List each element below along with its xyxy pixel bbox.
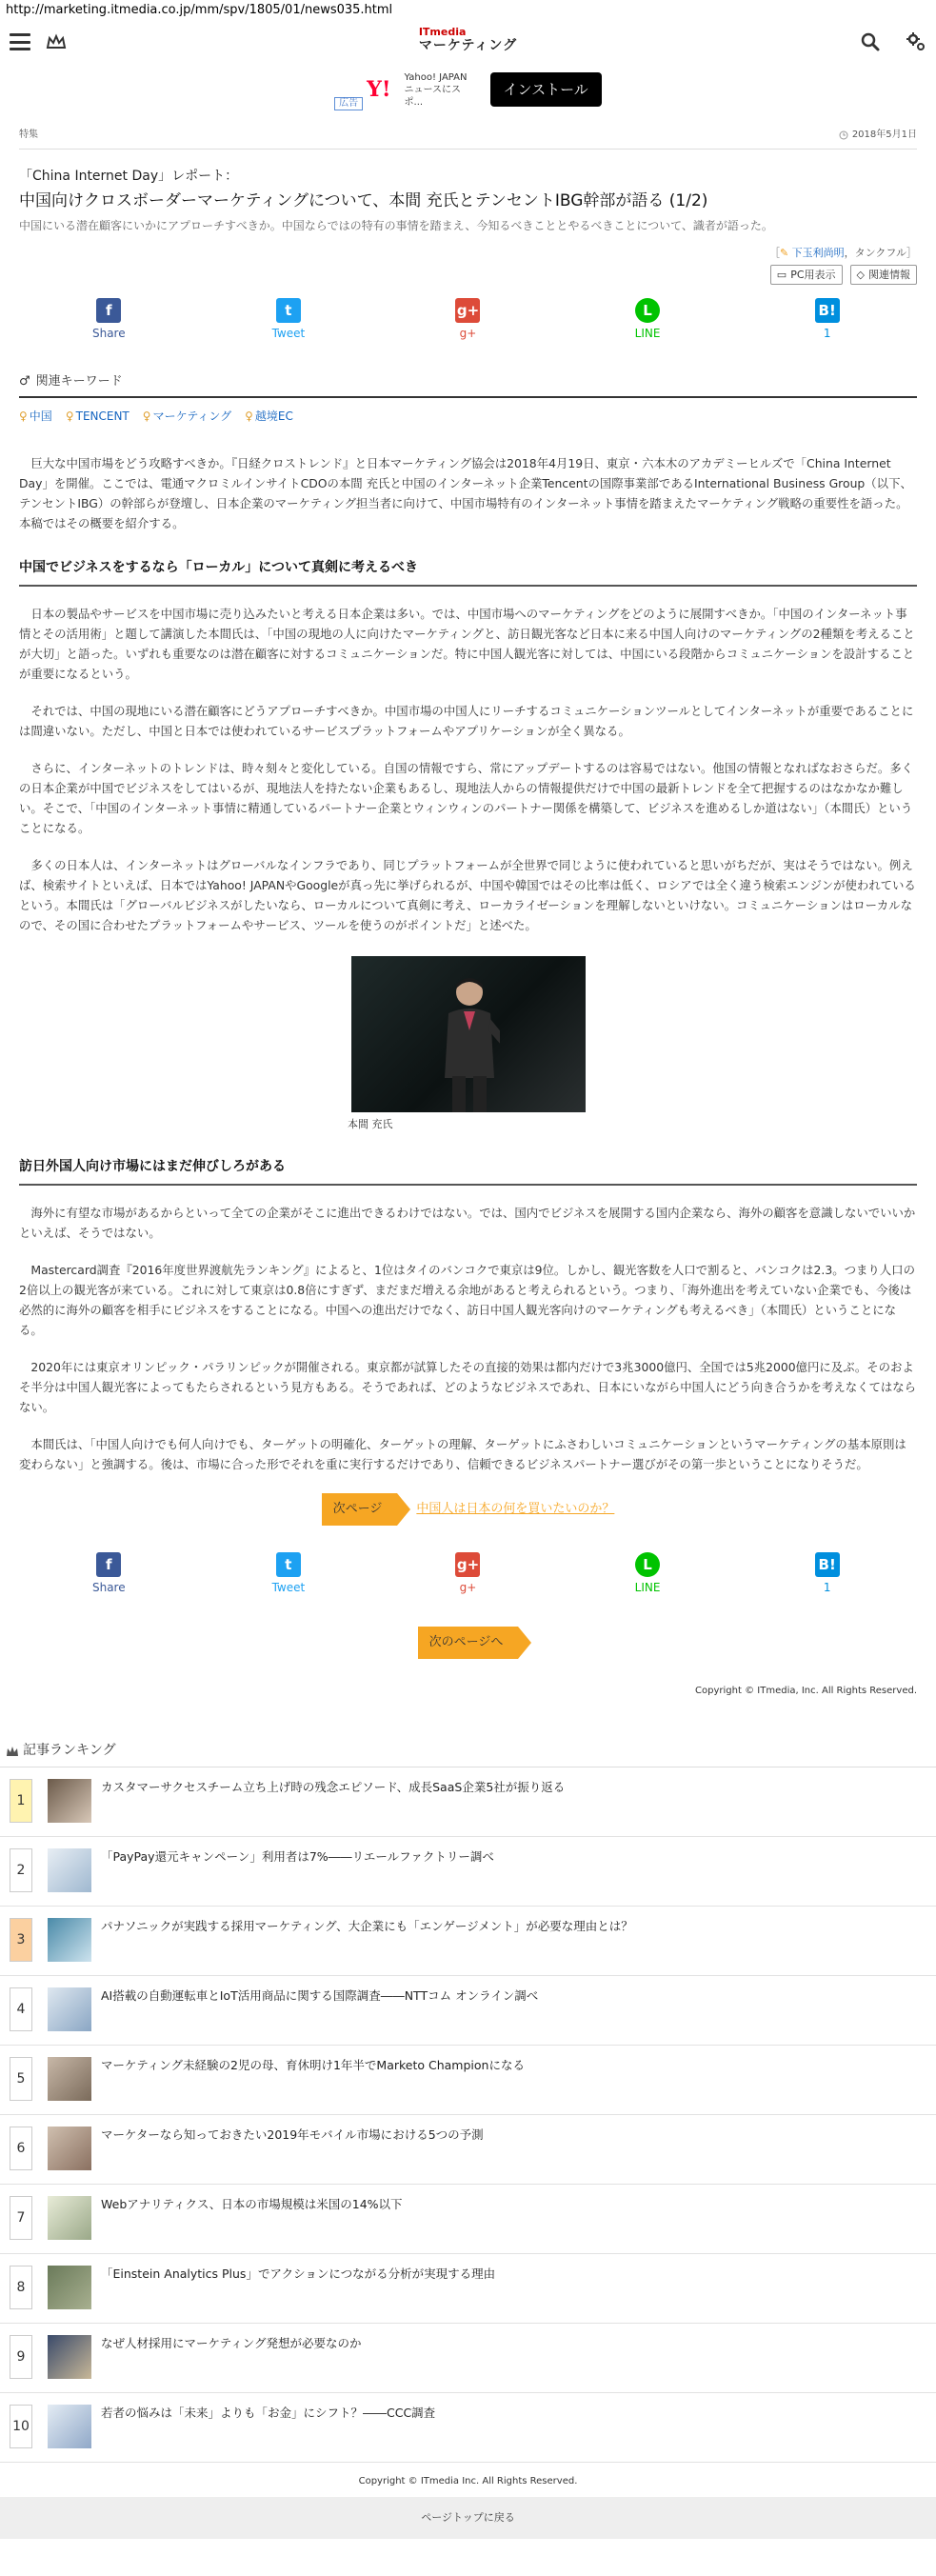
share-bar-bottom (19, 1552, 917, 1597)
pc-view-button[interactable] (770, 265, 843, 285)
rank-number: 10 (10, 2405, 32, 2448)
line-icon: L (635, 298, 660, 323)
rank-number: 6 (10, 2127, 32, 2170)
category-label: 特集 (19, 130, 38, 140)
related-info-button[interactable] (850, 265, 917, 285)
pin-icon: ♀ (65, 409, 74, 423)
crown-icon[interactable] (46, 33, 67, 50)
paragraph: 日本の製品やサービスを中国市場に売り込みたいと考える日本企業は多い。では、中国市場へのマーケティングをどのように展開すべきか。「中国のインターネット事情とその活用術」と題して講演した本間氏は、「中国の現地の人に向けたマーケティングと、訪日観光客など日本に来る中国人向けのマーケティングの2種類を考えることが大切」と語った。いずれも重要なのは潜在顧客に対するコミュニケーションだ。特に中国人観光客に対しては、中国にいる段階からコミュニケーションを設計することが重要になるという。 (19, 606, 915, 681)
share-label: LINE (634, 326, 661, 340)
article-thumbnail[interactable] (48, 2405, 91, 2448)
section-heading: 訪日外国人向け市場にはまだ伸びしろがある (19, 1157, 917, 1186)
ranking-item[interactable] (0, 2046, 936, 2115)
rank-number: 4 (10, 1987, 32, 2031)
share-twitter-button[interactable] (250, 1552, 327, 1597)
pin-icon: ♀ (19, 409, 28, 423)
facebook-icon: f (96, 298, 121, 323)
article-meta (19, 128, 917, 150)
rank-number: 3 (10, 1918, 32, 1962)
ranking-item-title[interactable]: なぜ人材採用にマーケティング発想が必要なのか (101, 2336, 362, 2351)
share-label: 1 (823, 1580, 831, 1594)
keyword-header (19, 372, 917, 397)
search-icon[interactable] (860, 31, 881, 52)
share-facebook-button[interactable] (70, 298, 147, 343)
article-thumbnail[interactable] (48, 2335, 91, 2379)
share-label: 1 (823, 326, 831, 340)
share-label: Share (91, 1580, 126, 1594)
article-thumbnail[interactable] (48, 1987, 91, 2031)
logo-itmedia: ITmedia (418, 26, 467, 38)
logo-marketing: マーケティング (418, 38, 518, 53)
share-google-plus-button[interactable] (429, 1552, 506, 1597)
article-lead: 中国にいる潜在顧客にいかにアプローチすべきか。中国ならではの特有の事情を踏まえ、今知るべきこととやるべきことについて、識者が語った。 (19, 219, 773, 233)
speaker-figure (439, 973, 500, 1112)
keyword-label: 中国 (29, 409, 52, 423)
line-icon: L (635, 1552, 660, 1577)
pin-icon: ♀ (245, 409, 253, 423)
article-thumbnail[interactable] (48, 1779, 91, 1823)
next-page-title-link[interactable]: 中国人は日本の何を買いたいのか？ (416, 1501, 615, 1516)
ranking-item-title[interactable]: パナソニックが実践する採用マーケティング、大企業にも「エンゲージメント」が必要な理由とは？ (101, 1919, 633, 1934)
key-icon: ♂ (19, 374, 30, 389)
google-plus-icon: g+ (455, 298, 480, 323)
article-thumbnail[interactable] (48, 2266, 91, 2309)
menu-icon[interactable] (10, 33, 30, 50)
twitter-icon: t (276, 1552, 301, 1577)
date-text: 2018年5月1日 (851, 130, 917, 140)
paragraph: 2020年には東京オリンピック・パラリンピックが開催される。東京都が試算したその直接的効果は都内だけで3兆3000億円、全国では5兆2000億円に及ぶ。そのおよそ半分は中国人観光客によってもたらされるという見方もある。そうであれば、どのようなビジネスであれ、日本にいながら中国人にどう向き合うかを考えなくてはならない。 (19, 1359, 917, 1414)
footer-copyright: Copyright © ITmedia Inc. All Rights Reserved. (358, 2476, 578, 2487)
paragraph: さらに、インターネットのトレンドは、時々刻々と変化している。自国の情報ですら、常にアップデートするのは容易ではない。他国の情報となればなおさらだ。多くの日本企業が中国でビジネスをしてはいるが、現地法人を持たない企業もあるし、現地法人からの情報提供だけで中国の最新トレンドを全て把握するのはなかなか難しい。そこで、「中国のインターネット事情に精通しているパートナー企業とウィンウィンのパートナー関係を構築して、ビジネスを進めるしか道はない」（本間氏）ということになる。 (19, 760, 914, 835)
keyword-link[interactable] (143, 408, 231, 426)
author-prefix: ［ (768, 246, 780, 259)
article-photo (19, 956, 917, 1132)
pen-icon: ✎ (779, 246, 789, 259)
share-label: g+ (459, 1580, 477, 1594)
article-tools (19, 265, 917, 285)
share-hatena-button[interactable] (789, 1552, 866, 1597)
article-thumbnail[interactable] (48, 1848, 91, 1892)
hatena-icon: B! (815, 1552, 840, 1577)
share-label: g+ (459, 326, 477, 340)
ranking-item[interactable] (0, 2254, 936, 2324)
gear-icon[interactable] (906, 31, 926, 52)
ranking-item[interactable] (0, 1907, 936, 1976)
author-line (19, 245, 917, 261)
article (0, 167, 936, 1660)
ranking-item-title[interactable]: カスタマーサクセスチーム立ち上げ時の残念エピソード、成長SaaS企業5社が振り返る (101, 1780, 566, 1795)
yahoo-logo: Y! (367, 77, 391, 102)
pager-bottom (19, 1627, 917, 1659)
ranking-item-title[interactable]: マーケティング未経験の2児の母、育休明け1年半でMarketo Championになる (101, 2058, 525, 2073)
rank-number: 1 (10, 1779, 32, 1823)
clock-icon (839, 130, 848, 140)
paragraph: 多くの日本人は、インターネットはグローバルなインフラであり、同じプラットフォームが全世界で同じように使われていると思いがちだが、実はそうではない。例えば、検索サイトといえば、日本ではYahoo! JAPANやGoogleが真っ先に挙げられるが、中国や韓国ではその比率は低く、ロシアでは全く違う検索エンジンが使われているという。本間氏は「グローバルビジネスがしたいなら、ローカルについて真剣に考え、ローカライゼーションを理解しないといけない。コミュニケーションはローカルなので、その国に合わせたプラットフォームやサービス、ツールを使うのがポイントだ」と述べた。 (19, 857, 916, 932)
next-page-button[interactable]: 次ページ (322, 1493, 398, 1526)
pc-view-label: PC用表示 (790, 268, 836, 281)
hatena-icon: B! (815, 298, 840, 323)
article-thumbnail[interactable] (48, 1918, 91, 1962)
ranking-item[interactable] (0, 1976, 936, 2046)
keyword-link[interactable] (245, 408, 293, 426)
ranking-item[interactable] (0, 2185, 936, 2254)
share-line-button[interactable] (609, 298, 686, 343)
article-copyright: Copyright © ITmedia, Inc. All Rights Reserved. (695, 1686, 917, 1697)
ranking-item-title[interactable]: 若者の悩みは「未来」よりも「お金」にシフト？――CCC調査 (101, 2406, 436, 2421)
ranking-title: 記事ランキング (23, 1742, 116, 1758)
speaker-photo (351, 956, 586, 1112)
ranking-item[interactable] (0, 1767, 936, 1837)
ranking-item[interactable] (0, 2324, 936, 2393)
keyword-link[interactable] (19, 408, 52, 426)
next-page-arrow-button[interactable]: 次のページへ (418, 1627, 519, 1659)
photo-caption: 本間 充氏 (348, 1117, 393, 1130)
author-link[interactable]: 下玉利尚明 (791, 246, 845, 259)
share-label: Tweet (271, 1580, 306, 1594)
article-kicker: 「China Internet Day」レポート： (19, 168, 239, 184)
ranking-item-title[interactable]: マーケターなら知っておきたい2019年モバイル市場における5つの予測 (101, 2127, 484, 2143)
google-plus-icon: g+ (455, 1552, 480, 1577)
share-label: LINE (634, 1580, 661, 1594)
ranking-item[interactable] (0, 2115, 936, 2185)
pager (19, 1493, 917, 1526)
crown-icon (6, 1746, 19, 1757)
rank-number: 2 (10, 1848, 32, 1892)
ranking-item[interactable] (0, 1837, 936, 1907)
article-thumbnail[interactable] (48, 2057, 91, 2101)
rank-number: 9 (10, 2335, 32, 2379)
ranking-item[interactable] (0, 2393, 936, 2463)
share-facebook-button[interactable] (70, 1552, 147, 1597)
article-title: 中国向けクロスボーダーマーケティングについて、本間 充氏とテンセントIBG幹部が語る (1/2) (19, 191, 708, 211)
ranking-item-title[interactable]: 「Einstein Analytics Plus」でアクションにつながる分析が実現する理由 (101, 2266, 496, 2282)
site-logo[interactable] (419, 27, 517, 53)
paragraph: Mastercard調査『2016年度世界渡航先ランキング』によると、1位はタイのバンコクで東京は9位。しかし、観光客数を人口で割ると、バンコクは2.3。つまり人口の2倍以上の観光客が来ている。これに対して東京は0.8倍にすぎず、まだまだ増える余地があると考えられるという。つまり、「海外進出を考えていない企業でも、今後は必然的に海外の顧客を相手にビジネスをすることになる。中国への進出だけでなく、訪日中国人観光客向けのマーケティングも考えるべき」（本間氏）ということになる。 (19, 1262, 915, 1337)
ad-text: Yahoo! JAPAN ニュースにスポ... (404, 71, 468, 108)
author-suffix: ，タンクフル］ (844, 246, 917, 259)
ad-badge[interactable]: 広告 (334, 97, 363, 110)
share-bar-top (19, 298, 917, 343)
url-bar[interactable]: http://marketing.itmedia.co.jp/mm/spv/1805/01/news035.html (6, 3, 393, 17)
rank-number: 7 (10, 2196, 32, 2240)
paragraph: 本間氏は、「中国人向けでも何人向けでも、ターゲットの明確化、ターゲットの理解、ターゲットにふさわしいコミュニケーションというマーケティングの基本原則は変わらない」と強調する。後は、市場に合った形でそれを重に実行するだけであり、信頼できるビジネスパートナー選びがその第一歩ということになりそうだ。 (19, 1436, 906, 1471)
share-google-plus-button[interactable] (429, 298, 506, 343)
publish-date (839, 128, 917, 143)
ad-banner[interactable] (0, 63, 936, 116)
keyword-title: 関連キーワード (35, 374, 123, 389)
share-label: Tweet (271, 326, 306, 340)
ranking-list (0, 1767, 936, 2463)
share-label: Share (91, 326, 126, 340)
ranking-item-title[interactable]: 「PayPay還元キャンペーン」利用者は7%――リエールファクトリー調べ (101, 1849, 494, 1865)
ranking-item-title[interactable]: Webアナリティクス、日本の市場規模は米国の14%以下 (101, 2197, 403, 2212)
facebook-icon: f (96, 1552, 121, 1577)
share-line-button[interactable] (609, 1552, 686, 1597)
ranking-item-title[interactable]: AI搭載の自動運転車とIoT活用商品に関する国際調査――NTTコム オンライン調べ (101, 1988, 539, 2004)
diamond-icon: ◇ (856, 268, 865, 281)
section-heading: 中国でビジネスをするなら「ローカル」について真剣に考えるべき (19, 558, 917, 587)
share-hatena-button[interactable] (789, 298, 866, 343)
paragraph: 海外に有望な市場があるからといって全ての企業がそこに進出できるわけではない。では、国内でビジネスを展開する国内企業なら、海外の顧客を意識しないでいいかといえば、そうではない。 (19, 1205, 916, 1240)
keyword-label: 越境EC (254, 409, 293, 423)
site-header (0, 21, 936, 63)
rank-number: 8 (10, 2266, 32, 2309)
paragraph: 巨大な中国市場をどう攻略すべきか。『日経クロストレンド』と日本マーケティング協会は2018年4月19日、東京・六本木のアカデミーヒルズで「China Internet Day」を開催。ここでは、電通マクロミルインサイトCDOの本間 充氏と中国のインターネット企業Tencentの国際事業部であるInternational Business Group（以下、テンセントIBG）の幹部らが登壇し、日本企業のマーケティング担当者に向けて、中国市場特有のインターネット事情を踏まえたマーケティング戦略の重要性を語った。本稿ではその概要を紹介する。 (19, 456, 912, 531)
keyword-label: マーケティング (152, 409, 232, 423)
article-thumbnail[interactable] (48, 2196, 91, 2240)
pin-icon: ♀ (142, 409, 151, 423)
keyword-label: TENCENT (75, 409, 129, 423)
related-info-label: 関連情報 (868, 268, 910, 281)
rank-number: 5 (10, 2057, 32, 2101)
share-twitter-button[interactable] (250, 298, 327, 343)
twitter-icon: t (276, 298, 301, 323)
article-thumbnail[interactable] (48, 2127, 91, 2170)
keyword-list (19, 408, 917, 426)
ranking-header (0, 1741, 936, 1768)
monitor-icon: ▭ (776, 268, 787, 281)
keyword-link[interactable] (66, 408, 129, 426)
paragraph: それでは、中国の現地にいる潜在顧客にどうアプローチすべきか。中国市場の中国人にリーチするコミュニケーションツールとしてインターネットが重要であることには間違いない。ただし、中国と日本では使われているサービスプラットフォームやアプリケーションが全く異なる。 (19, 703, 914, 738)
page-top-button[interactable]: ページトップに戻る (0, 2497, 936, 2539)
install-button[interactable]: インストール (490, 72, 602, 107)
